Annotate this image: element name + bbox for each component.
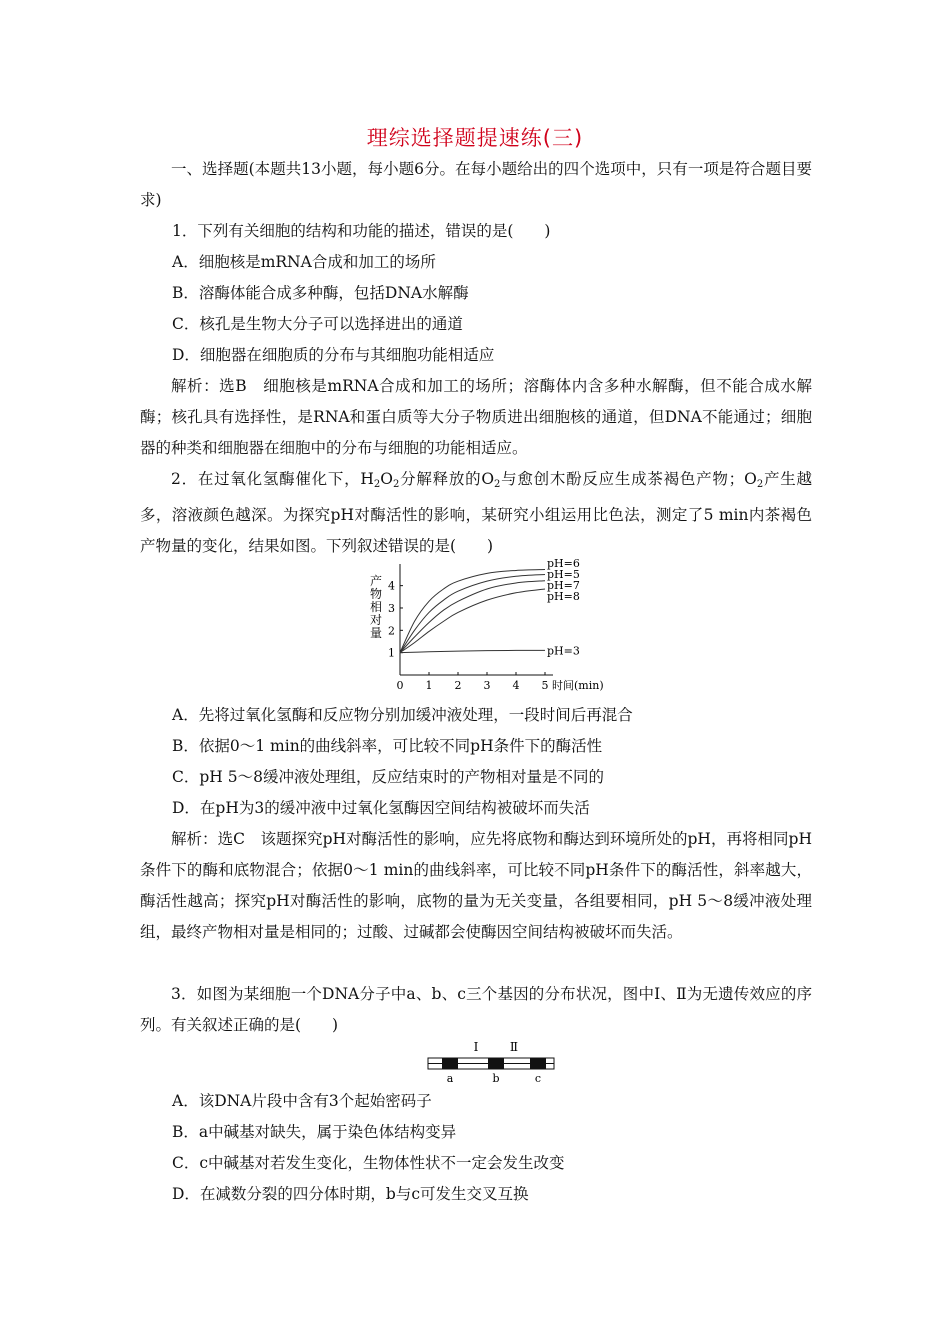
q2-stem [140,464,812,562]
x-tick-label: 3 [483,679,491,692]
y-tick-label: 3 [388,601,395,615]
series-label: pH=5 [547,568,580,581]
y-axis-label-char: 量 [369,626,383,640]
gene-c-block [530,1058,546,1069]
q1-option-a: A．细胞核是mRNA合成和加工的场所 [172,253,436,271]
series-line-ph-3 [400,650,545,652]
q2-stem-part: 分解释放的O [399,470,495,488]
gene-a-block [442,1058,458,1069]
chart-lines [400,570,545,653]
y-tick-label: 1 [388,646,395,660]
q2-option-d: D．在pH为3的缓冲液中过氧化氢酶因空间结构被破坏而失活 [172,799,590,817]
series-line-ph-5 [400,574,545,652]
q2-stem-part: 产生越多，溶液颜色越深。为探究pH对酶活性的影响，某研究小组运用比色法，测定了5 min内茶褐色产物量的变化，结果如图。下列叙述错误的是( ) [140,470,812,555]
q3-option-a: A．该DNA片段中含有3个起始密码子 [172,1092,432,1110]
series-label: pH=7 [547,579,580,592]
q2-option-a: A．先将过氧化氢酶和反应物分别加缓冲液处理，一段时间后再混合 [172,706,633,724]
q1-stem: 1．下列有关细胞的结构和功能的描述，错误的是( ) [172,222,551,240]
q2-stem-part: O [380,470,393,488]
q3-option-b: B．a中碱基对缺失，属于染色体结构变异 [172,1123,457,1141]
page-title: 理综选择题提速练(三) [366,126,584,150]
x-tick-label: 5 [541,679,549,692]
q3-option-c: C．c中碱基对若发生变化，生物体性状不一定会发生改变 [172,1154,565,1172]
dna-diagram [424,1040,558,1084]
series-label: pH=3 [547,644,580,658]
gene-a-label: a [446,1072,454,1084]
x-tick-label: 4 [512,679,520,692]
q2-option-b: B．依据0～1 min的曲线斜率，可比较不同pH条件下的酶活性 [172,737,603,755]
y-tick-label: 2 [388,624,395,638]
q1-option-b: B．溶酶体能合成多种酶，包括DNA水解酶 [172,284,469,302]
subscript: 2 [756,479,764,490]
subscript: 2 [373,479,381,490]
ph-enzyme-chart [360,555,620,705]
q2-stem-part: 与愈创木酚反应生成茶褐色产物；O [500,470,757,488]
series-label: pH=8 [547,590,580,603]
y-tick-label: 4 [388,579,395,593]
q2-stem-part: 2．在过氧化氢酶催化下，H [171,470,374,488]
x-tick-label: 2 [454,679,462,692]
y-axis-label-char: 相 [369,600,383,614]
series-label: pH=6 [547,557,580,570]
y-axis-label-char: 物 [369,587,383,601]
segment-2-label: Ⅱ [509,1040,519,1054]
x-axis-label: 时间(min) [552,679,604,692]
subscript: 2 [494,479,501,490]
gene-b-label: b [492,1072,500,1084]
q2-analysis: 解析：选C 该题探究pH对酶活性的影响，应先将底物和酶达到环境所处的pH，再将相同pH条件下的酶和底物混合；依据0～1 min的曲线斜率，可比较不同pH条件下的酶活性，斜率越大，酶活性越高；探究pH对酶活性的影响，底物的量为无关变量，各组要相同，pH 5～8缓冲液处理组，最终产物相对量是相同的；过酸、过碱都会使酶因空间结构被破坏而失活。 [140,830,812,941]
q1-option-c: C．核孔是生物大分子可以选择进出的通道 [172,315,463,333]
section-intro: 一、选择题(本题共13小题，每小题6分。在每小题给出的四个选项中，只有一项是符合题目要求) [140,160,812,209]
gene-b-block [488,1058,504,1069]
segment-1-label: Ⅰ [473,1040,479,1054]
q2-option-c: C．pH 5～8缓冲液处理组，反应结束时的产物相对量是不同的 [172,768,604,786]
x-tick-label: 0 [396,679,404,692]
x-tick-label: 1 [425,679,433,692]
chart-labels [370,557,604,692]
subscript: 2 [392,479,400,490]
q1-option-d: D．细胞器在细胞质的分布与其细胞功能相适应 [172,346,495,364]
q3-stem: 3．如图为某细胞一个DNA分子中a、b、c三个基因的分布状况，图中Ⅰ、Ⅱ为无遗传效应的序列。有关叙述正确的是( ) [140,985,812,1034]
gene-c-label: c [534,1072,542,1084]
y-axis-label-char: 对 [369,613,383,627]
q1-analysis: 解析：选B 细胞核是mRNA合成和加工的场所；溶酶体内含多种水解酶，但不能合成水解酶；核孔具有选择性，是RNA和蛋白质等大分子物质进出细胞核的通道，但DNA不能通过；细胞器的种类和细胞器在细胞中的分布与细胞的功能相适应。 [140,377,812,457]
y-axis-label-char: 产 [369,574,383,588]
q3-option-d: D．在减数分裂的四分体时期，b与c可发生交叉互换 [172,1185,529,1203]
